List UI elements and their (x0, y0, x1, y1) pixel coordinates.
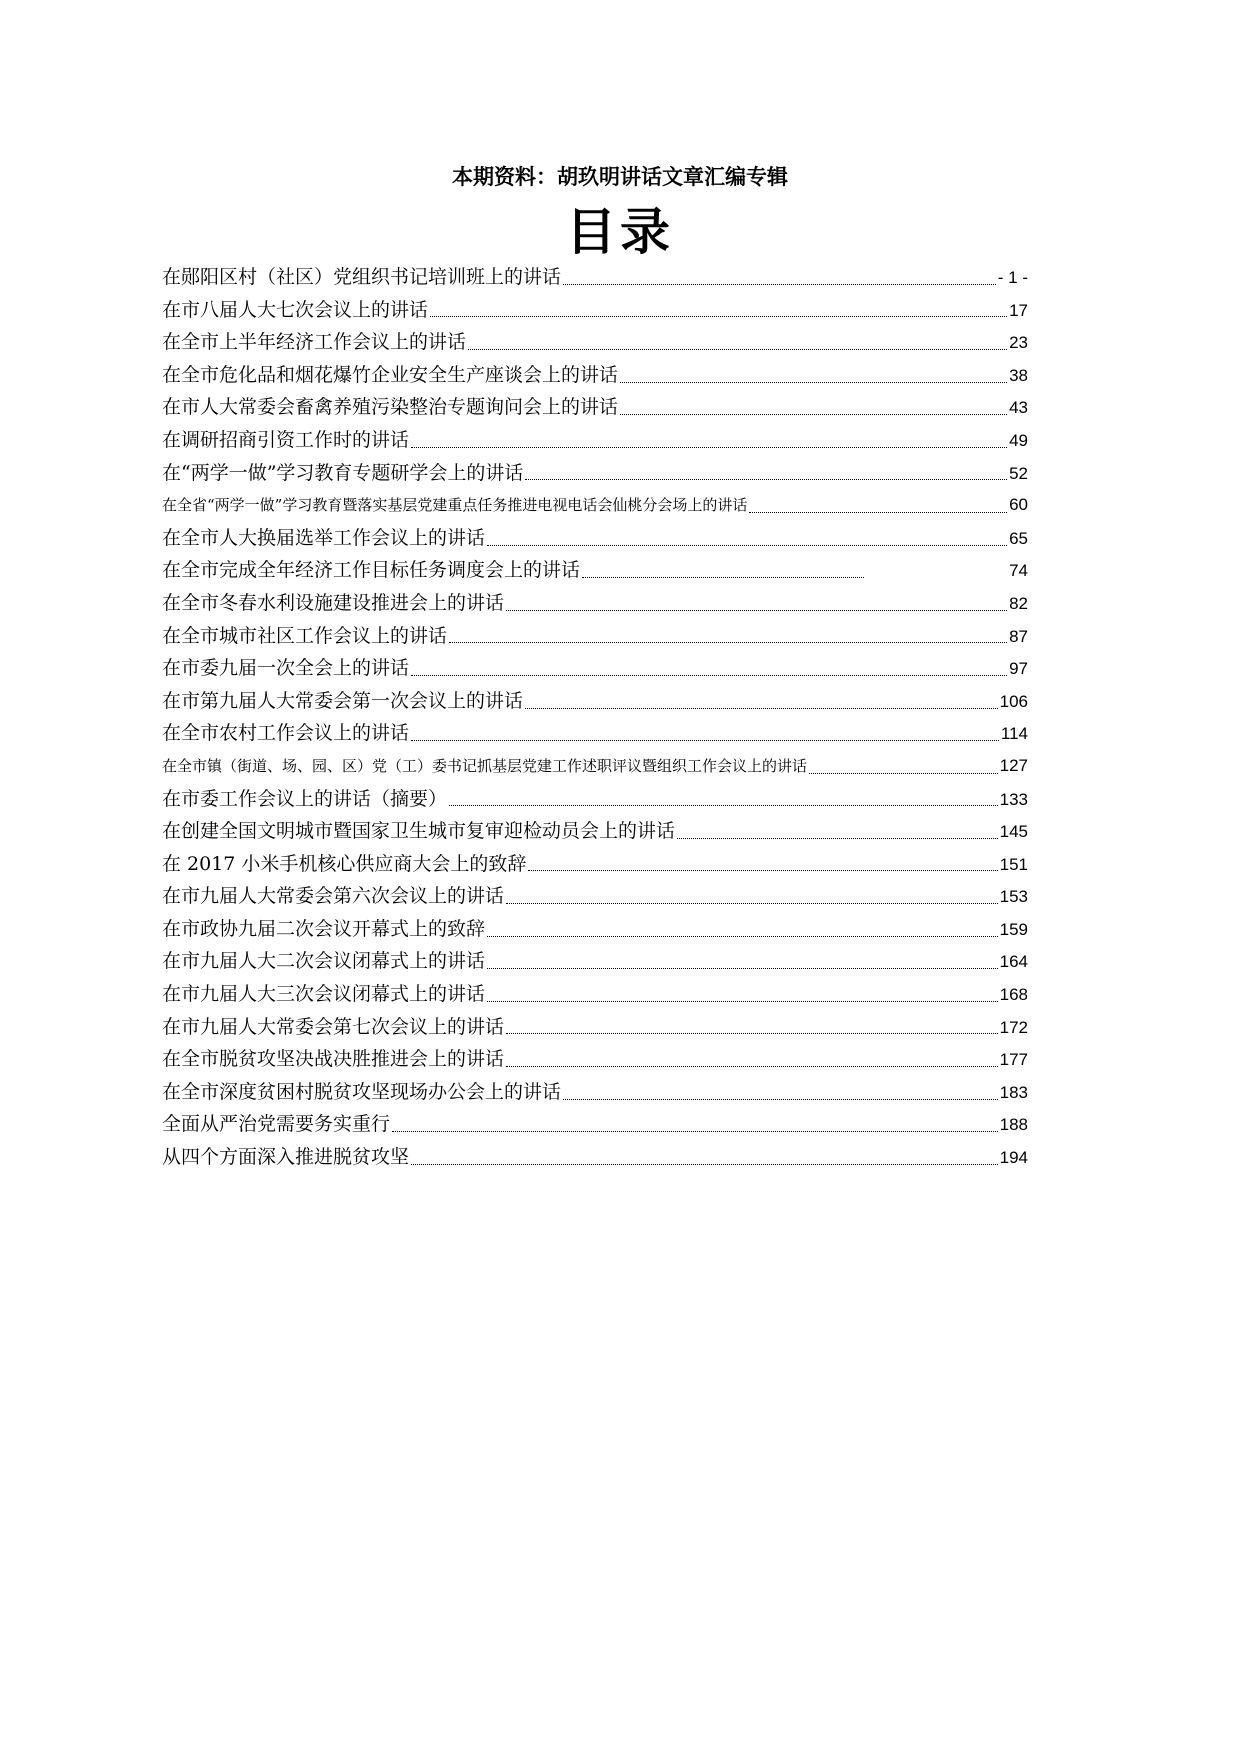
toc-entry[interactable] (162, 620, 1028, 653)
toc-entry-title: 在全市深度贫困村脱贫攻坚现场办公会上的讲话 (162, 1080, 562, 1103)
toc-entry[interactable] (162, 489, 1028, 522)
toc-entry-title: 在全市人大换届选举工作会议上的讲话 (162, 526, 486, 549)
toc-entry-title: 在全市冬春水利设施建设推进会上的讲话 (162, 591, 505, 614)
toc-entry[interactable] (162, 815, 1028, 848)
dot-leader (620, 414, 1007, 415)
toc-entry[interactable] (162, 880, 1028, 913)
toc-entry-page: 114 (1000, 724, 1028, 744)
toc-entry-title: 在市九届人大常委会第六次会议上的讲话 (162, 885, 505, 908)
toc-entry-title: 在全市农村工作会议上的讲话 (162, 722, 410, 745)
toc-entry[interactable] (162, 978, 1028, 1011)
toc-entry-page: 49 (1009, 430, 1028, 450)
toc-entry[interactable] (162, 294, 1028, 327)
toc-entry[interactable] (162, 391, 1028, 424)
toc-entry-title: 在市政协九届二次会议开幕式上的致辞 (162, 917, 486, 940)
toc-entry[interactable] (162, 685, 1028, 718)
dot-leader (525, 479, 1007, 480)
toc-entry-page: 183 (999, 1082, 1028, 1102)
dot-leader (430, 316, 1007, 317)
toc-entry-title: 在全市完成全年经济工作目标任务调度会上的讲话 (162, 559, 581, 582)
toc-entry-title: 在市九届人大二次会议闭幕式上的讲话 (162, 950, 486, 973)
dot-leader (563, 284, 996, 285)
toc-entry[interactable] (162, 1043, 1028, 1076)
toc-entry-page: 145 (999, 822, 1028, 842)
toc-entry-title: 在全省“两学一做”学习教育暨落实基层党建重点任务推进电视电话会仙桃分会场上的讲话 (162, 496, 748, 515)
toc-entry-title: 全面从严治党需要务实重行 (162, 1113, 391, 1136)
toc-entry-title: 在市九届人大三次会议闭幕式上的讲话 (162, 983, 486, 1006)
toc-entry-page: 17 (1009, 300, 1028, 320)
toc-entry-page: 194 (999, 1148, 1028, 1168)
dot-leader (506, 1066, 998, 1067)
dot-leader (449, 805, 998, 806)
toc-entry-page: 159 (999, 919, 1028, 939)
toc-entry-page: - 1 - (997, 268, 1028, 287)
toc-entry-page: 133 (999, 789, 1028, 809)
toc-entry[interactable] (162, 326, 1028, 359)
dot-leader (487, 968, 998, 969)
toc-entry-title: 在全市危化品和烟花爆竹企业安全生产座谈会上的讲话 (162, 363, 619, 386)
toc-entry-title: 在郧阳区村（社区）党组织书记培训班上的讲话 (162, 266, 562, 288)
dot-leader (487, 936, 998, 937)
dot-leader (411, 740, 999, 741)
toc-entry[interactable] (162, 652, 1028, 685)
toc-entry-title: 在市第九届人大常委会第一次会议上的讲话 (162, 689, 524, 712)
toc-entry-title: 在全市城市社区工作会议上的讲话 (162, 624, 448, 647)
page-header-title: 本期资料：胡玖明讲话文章汇编专辑 (452, 165, 788, 189)
toc-entry-page: 74 (1009, 561, 1028, 581)
toc-entry-page: 97 (1009, 659, 1028, 679)
toc-entry[interactable] (162, 359, 1028, 392)
toc-entry[interactable] (162, 587, 1028, 620)
toc-entry-title: 在市九届人大常委会第七次会议上的讲话 (162, 1015, 505, 1038)
dot-leader (411, 447, 1007, 448)
toc-entry[interactable] (162, 1141, 1028, 1174)
dot-leader (392, 1131, 998, 1132)
dot-leader (677, 838, 998, 839)
toc-entry[interactable] (162, 424, 1028, 457)
toc-entry-page: 153 (999, 887, 1028, 907)
toc-entry-page: 172 (999, 1017, 1028, 1037)
toc-entry-title: 在市委工作会议上的讲话（摘要） (162, 787, 448, 810)
toc-entry-page: 168 (999, 985, 1028, 1005)
toc-entry-title: 在调研招商引资工作时的讲话 (162, 428, 410, 451)
dot-leader (582, 577, 864, 578)
toc-entry-title: 在“两学一做”学习教育专题研学会上的讲话 (162, 461, 524, 484)
toc-entry[interactable] (162, 522, 1028, 555)
toc-entry-page: 23 (1009, 333, 1028, 353)
dot-leader (563, 1099, 998, 1100)
dot-leader (506, 1033, 998, 1034)
toc-entry-title: 从四个方面深入推进脱贫攻坚 (162, 1146, 410, 1169)
toc-entry[interactable] (162, 848, 1028, 881)
toc-entry[interactable] (162, 457, 1028, 490)
dot-leader (525, 708, 998, 709)
toc-entry[interactable] (162, 261, 1028, 294)
toc-entry-page: 52 (1009, 463, 1028, 483)
dot-leader (809, 773, 998, 774)
toc-entry-page: 127 (999, 755, 1028, 775)
toc-entry[interactable] (162, 1011, 1028, 1044)
dot-leader (506, 610, 1007, 611)
toc-entry-title: 在市委九届一次全会上的讲话 (162, 657, 410, 680)
dot-leader (487, 1001, 998, 1002)
toc-entry-title: 在全市镇（街道、场、园、区）党（工）委书记抓基层党建工作述职评议暨组织工作会议上的讲话 (162, 756, 808, 775)
toc-entry[interactable] (162, 913, 1028, 946)
toc-entry-title: 在创建全国文明城市暨国家卫生城市复审迎检动员会上的讲话 (162, 820, 676, 843)
toc-entry[interactable] (162, 554, 1028, 587)
dot-leader (411, 1164, 998, 1165)
toc-entry-page: 60 (1009, 495, 1028, 515)
toc-entry-page: 87 (1009, 626, 1028, 646)
toc-entry-page: 188 (999, 1115, 1028, 1135)
toc-entry-page: 82 (1009, 593, 1028, 613)
dot-leader (449, 642, 1007, 643)
toc-entry[interactable] (162, 945, 1028, 978)
toc-entry[interactable] (162, 783, 1028, 816)
toc-heading: 目录 (566, 202, 674, 261)
dot-leader (487, 545, 1007, 546)
table-of-contents (162, 261, 1028, 1174)
toc-entry[interactable] (162, 750, 1028, 783)
dot-leader (506, 903, 998, 904)
toc-entry-title: 在全市上半年经济工作会议上的讲话 (162, 331, 467, 354)
toc-entry-title: 在全市脱贫攻坚决战决胜推进会上的讲话 (162, 1048, 505, 1071)
toc-entry-page: 106 (999, 691, 1028, 711)
toc-entry-page: 38 (1009, 365, 1028, 385)
dot-leader (749, 512, 1007, 513)
toc-entry-page: 151 (999, 854, 1028, 874)
dot-leader (411, 675, 1007, 676)
dot-leader (620, 382, 1007, 383)
toc-entry-page: 177 (999, 1050, 1028, 1070)
dot-leader (468, 349, 1007, 350)
toc-entry-title: 在市人大常委会畜禽养殖污染整治专题询问会上的讲话 (162, 396, 619, 419)
toc-entry-page: 164 (999, 952, 1028, 972)
toc-entry-page: 43 (1009, 398, 1028, 418)
toc-entry[interactable] (162, 1108, 1028, 1141)
toc-entry-page: 65 (1009, 528, 1028, 548)
toc-entry-title: 在 2017 小米手机核心供应商大会上的致辞 (162, 852, 527, 875)
toc-entry-title: 在市八届人大七次会议上的讲话 (162, 298, 429, 321)
toc-entry[interactable] (162, 1076, 1028, 1109)
toc-entry[interactable] (162, 717, 1028, 750)
dot-leader (528, 870, 997, 871)
